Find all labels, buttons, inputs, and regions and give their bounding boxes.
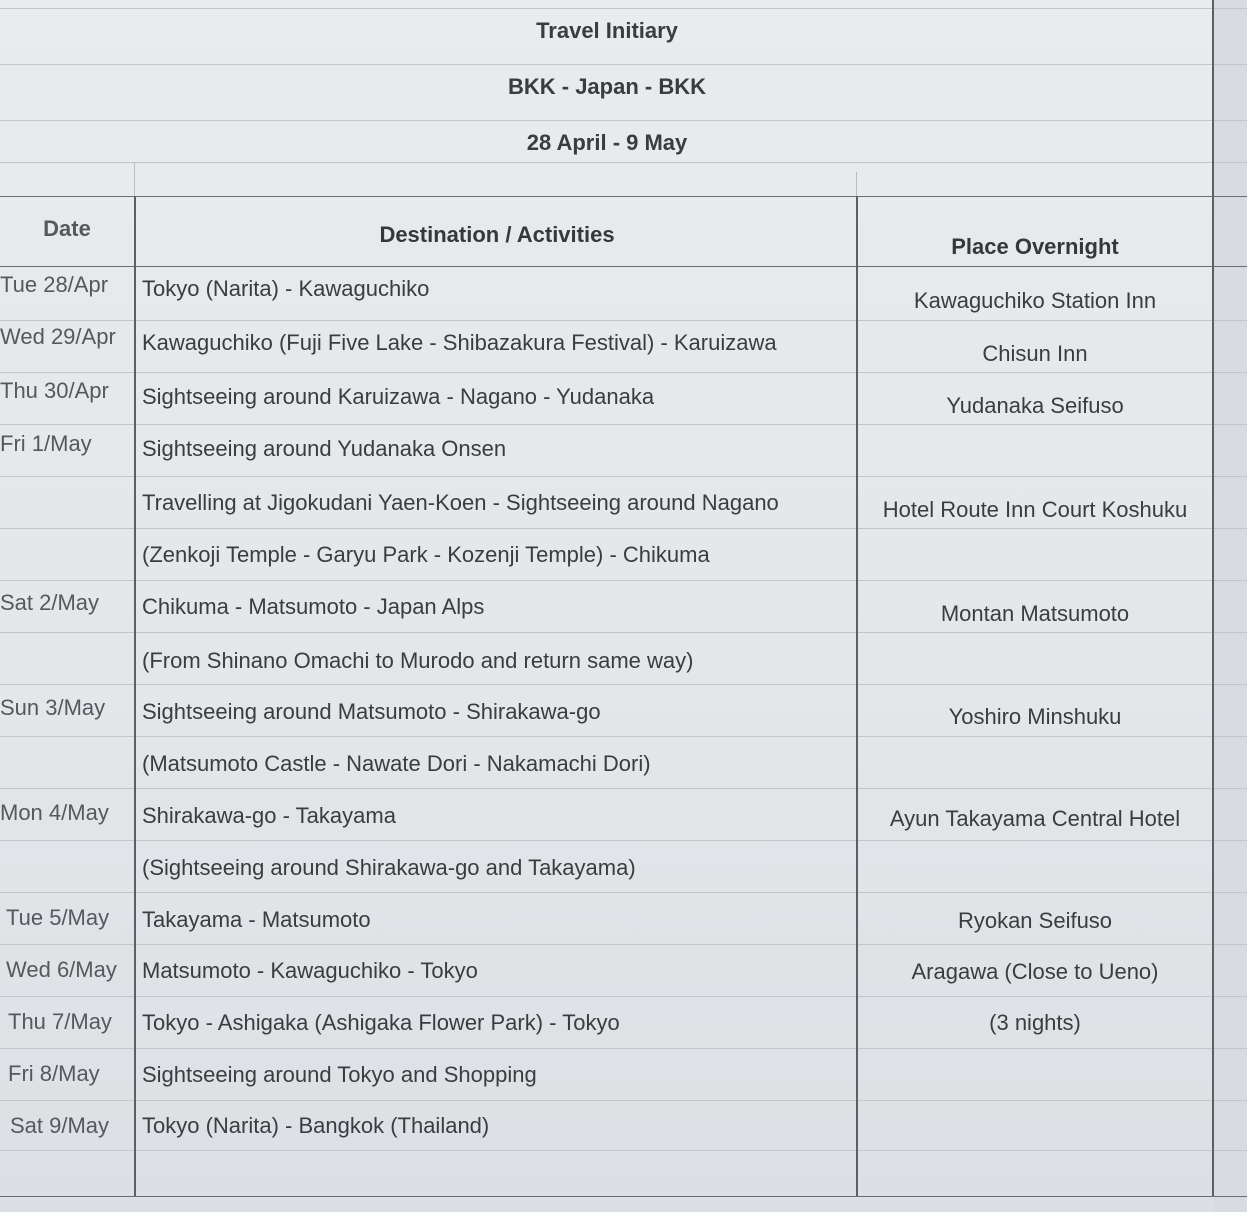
grid-line	[0, 736, 1247, 737]
date-range-title: 28 April - 9 May	[526, 130, 688, 155]
row-date: Wed 6/May	[6, 957, 117, 982]
grid-line	[856, 172, 857, 196]
row-overnight: Montan Matsumoto	[940, 601, 1130, 626]
grid-line	[0, 424, 1247, 425]
route-title: BKK - Japan - BKK	[507, 74, 706, 99]
grid-line	[0, 196, 1247, 197]
column-header-activities: Destination / Activities	[379, 222, 615, 247]
table-border	[1212, 0, 1214, 1196]
row-overnight: Ryokan Seifuso	[957, 908, 1113, 933]
row-activity: Takayama - Matsumoto	[142, 907, 371, 932]
grid-line	[0, 476, 1247, 477]
row-date: Wed 29/Apr	[0, 324, 116, 349]
row-activity: Sightseeing around Tokyo and Shopping	[142, 1062, 537, 1087]
row-activity: (Sightseeing around Shirakawa-go and Takayama)	[142, 855, 636, 880]
row-date: Sun 3/May	[0, 695, 106, 720]
row-date: Mon 4/May	[0, 800, 109, 825]
grid-line	[0, 892, 1247, 893]
page-title: Travel Initiary	[536, 18, 678, 43]
row-activity: Tokyo (Narita) - Bangkok (Thailand)	[142, 1113, 490, 1138]
grid-line	[0, 1048, 1247, 1049]
row-activity: Sightseeing around Matsumoto - Shirakawa-go	[142, 699, 601, 724]
grid-line	[0, 944, 1247, 945]
row-activity: Tokyo - Ashigaka (Ashigaka Flower Park) - Tokyo	[142, 1010, 620, 1035]
grid-line	[0, 162, 1247, 163]
row-activity: (From Shinano Omachi to Murodo and return same way)	[142, 648, 694, 673]
grid-line	[0, 8, 1247, 9]
row-date: Fri 8/May	[8, 1061, 100, 1086]
grid-line	[0, 684, 1247, 685]
row-activity: Chikuma - Matsumoto - Japan Alps	[142, 594, 485, 619]
row-activity: Shirakawa-go - Takayama	[142, 803, 396, 828]
column-header-overnight: Place Overnight	[951, 234, 1119, 259]
grid-line	[0, 580, 1247, 581]
table-border	[134, 196, 136, 1196]
sheet-right-edge	[1214, 0, 1247, 1212]
grid-line	[0, 840, 1247, 841]
row-overnight: Yoshiro Minshuku	[948, 704, 1122, 729]
row-date: Thu 30/Apr	[0, 378, 109, 403]
grid-line	[0, 266, 1247, 267]
row-activity: Sightseeing around Karuizawa - Nagano - Yudanaka	[142, 384, 655, 409]
grid-line	[0, 528, 1247, 529]
row-date: Tue 5/May	[6, 905, 110, 930]
grid-line	[0, 64, 1247, 65]
grid-line	[0, 372, 1247, 373]
row-date: Fri 1/May	[0, 431, 92, 456]
row-overnight: Chisun Inn	[982, 341, 1088, 366]
row-activity: (Zenkoji Temple - Garyu Park - Kozenji Temple) - Chikuma	[142, 542, 710, 567]
grid-line	[0, 320, 1247, 321]
grid-line	[0, 120, 1247, 121]
grid-line	[0, 996, 1247, 997]
row-activity: Travelling at Jigokudani Yaen-Koen - Sightseeing around Nagano	[142, 490, 779, 515]
row-date: Thu 7/May	[8, 1009, 112, 1034]
row-activity: Matsumoto - Kawaguchiko - Tokyo	[142, 958, 478, 983]
row-overnight: Ayun Takayama Central Hotel	[889, 806, 1181, 831]
row-date: Sat 2/May	[0, 590, 100, 615]
row-overnight: Hotel Route Inn Court Koshuku	[882, 497, 1188, 522]
row-overnight: (3 nights)	[989, 1010, 1081, 1035]
row-activity: (Matsumoto Castle - Nawate Dori - Nakamachi Dori)	[142, 751, 651, 776]
grid-line	[134, 162, 135, 196]
column-header-date: Date	[43, 216, 91, 241]
row-overnight: Aragawa (Close to Ueno)	[911, 959, 1159, 984]
row-overnight: Yudanaka Seifuso	[946, 393, 1124, 418]
row-activity: Sightseeing around Yudanaka Onsen	[142, 436, 507, 461]
grid-line	[0, 788, 1247, 789]
row-activity: Kawaguchiko (Fuji Five Lake - Shibazakura Festival) - Karuizawa	[142, 330, 777, 355]
grid-line	[0, 1100, 1247, 1101]
row-overnight: Kawaguchiko Station Inn	[913, 288, 1157, 313]
row-date: Sat 9/May	[10, 1113, 110, 1138]
row-activity: Tokyo (Narita) - Kawaguchiko	[142, 276, 430, 301]
grid-line	[0, 1150, 1247, 1151]
grid-line	[0, 1196, 1247, 1197]
grid-line	[0, 632, 1247, 633]
row-date: Tue 28/Apr	[0, 272, 109, 297]
